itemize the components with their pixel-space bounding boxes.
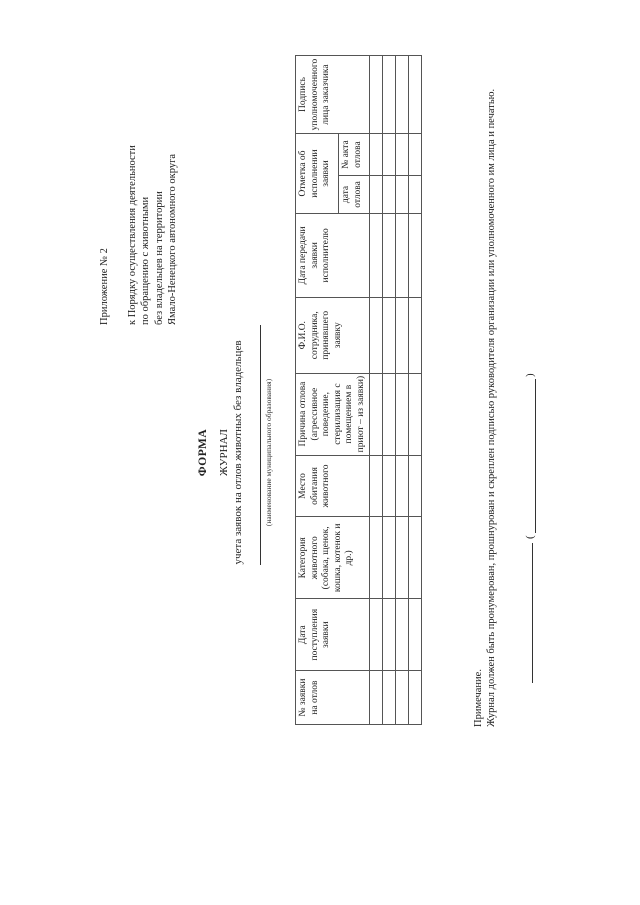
header-capture-date: дата отлова — [339, 176, 370, 214]
appendix-line: по обращению с животными — [140, 196, 151, 325]
table-cell — [409, 213, 422, 297]
journal-table — [295, 55, 422, 725]
appendix-block — [98, 5, 180, 325]
header-execution-mark: Отметка об исполнении заявки — [296, 134, 339, 214]
table-cell — [370, 176, 383, 214]
header-transfer-date: Дата передачи заявки исполнителю — [296, 213, 370, 297]
table-cell — [409, 56, 422, 134]
signature-line — [532, 543, 533, 683]
table-cell — [409, 599, 422, 671]
header-habitat: Место обитания животного — [296, 455, 370, 517]
appendix-line: к Порядку осуществления деятельности — [126, 145, 138, 325]
table-cell — [409, 134, 422, 176]
table-cell — [370, 213, 383, 297]
table-cell — [396, 56, 409, 134]
table-cell — [409, 297, 422, 373]
table-cell — [396, 517, 409, 599]
table-cell — [396, 297, 409, 373]
table-cell — [370, 671, 383, 725]
signature-open-paren: ( — [524, 535, 536, 539]
table-cell — [396, 373, 409, 455]
table-cell — [370, 455, 383, 517]
table-row — [396, 56, 409, 725]
table-row — [409, 56, 422, 725]
header-date-received: Дата поступления заявки — [296, 599, 370, 671]
municipality-line — [260, 325, 261, 565]
table-cell — [370, 517, 383, 599]
appendix-title: Приложение № 2 — [99, 248, 110, 325]
table-row — [370, 56, 383, 725]
table-cell — [396, 455, 409, 517]
journal-title: ЖУРНАЛ — [218, 429, 230, 476]
table-cell — [383, 213, 396, 297]
header-act-number: № акта отлова — [339, 134, 370, 176]
municipality-caption: (наименование муниципального образования) — [264, 378, 273, 527]
table-cell — [370, 134, 383, 176]
appendix-line: без владельцев на территории — [153, 191, 165, 325]
table-cell — [383, 599, 396, 671]
table-row — [383, 56, 396, 725]
table-cell — [396, 134, 409, 176]
table-cell — [383, 373, 396, 455]
journal-subtitle: учета заявок на отлов животных без владельцев — [232, 340, 244, 565]
note-block — [472, 7, 498, 727]
header-category: Категория животного (собака, щенок, кошка, котенок и др.) — [296, 517, 370, 599]
table-cell — [396, 176, 409, 214]
table-cell — [409, 455, 422, 517]
signature-name-line — [535, 379, 536, 533]
table-cell — [383, 671, 396, 725]
table-cell — [370, 56, 383, 134]
note-label: Примечание. — [473, 669, 484, 727]
header-signature: Подпись уполномоченного лица заказчика — [296, 56, 370, 134]
appendix-line: Ямало-Ненецкого автономного округа — [167, 153, 178, 325]
table-cell — [370, 599, 383, 671]
table-cell — [383, 176, 396, 214]
header-employee: Ф.И.О. сотрудника, принявшего заявку — [296, 297, 370, 373]
table-cell — [409, 373, 422, 455]
table-cell — [370, 297, 383, 373]
table-cell — [383, 455, 396, 517]
table-cell — [409, 176, 422, 214]
table-cell — [396, 671, 409, 725]
journal-body — [370, 56, 422, 725]
header-number: № заявки на отлов — [296, 671, 370, 725]
table-cell — [383, 134, 396, 176]
table-cell — [396, 599, 409, 671]
table-cell — [396, 213, 409, 297]
table-cell — [370, 373, 383, 455]
note-text: Журнал должен быть пронумерован, прошнурован и скреплен подписью руководителя организации или уполномоченного им лица и печатью. — [486, 88, 497, 727]
table-cell — [383, 517, 396, 599]
table-cell — [409, 671, 422, 725]
signature-close-paren: ) — [524, 373, 536, 377]
form-title: ФОРМА — [197, 428, 209, 477]
header-reason: Причина отлова (агрессивное поведение, стерилизация с помещением в приют – из заявки) — [296, 373, 370, 455]
table-cell — [409, 517, 422, 599]
table-cell — [383, 56, 396, 134]
table-cell — [383, 297, 396, 373]
